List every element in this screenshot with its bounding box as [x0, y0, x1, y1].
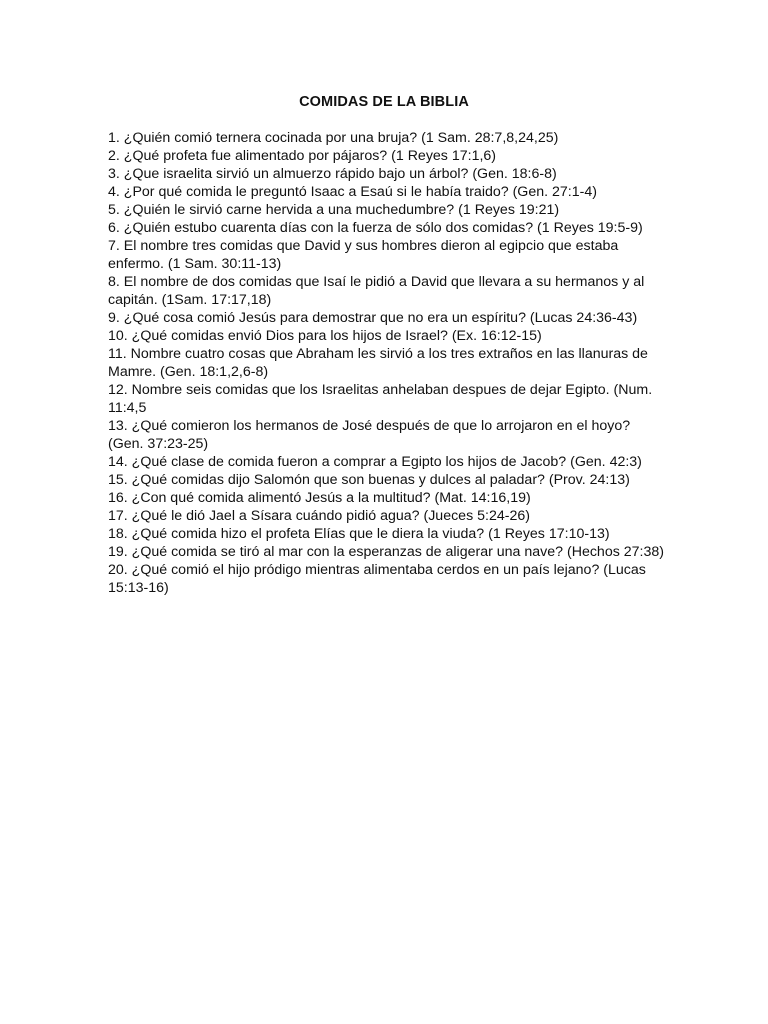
question-item: 7. El nombre tres comidas que David y sus hombres dieron al egipcio que estaba enfermo. (1 Sam. 30:11-13): [108, 238, 619, 272]
question-item: 17. ¿Qué le dió Jael a Sísara cuándo pidió agua? (Jueces 5:24-26): [108, 508, 530, 524]
question-item: 8. El nombre de dos comidas que Isaí le pidió a David que llevara a su hermanos y al capitán. (1Sam. 17:17,18): [108, 274, 645, 308]
question-item: 14. ¿Qué clase de comida fueron a comprar a Egipto los hijos de Jacob? (Gen. 42:3): [108, 454, 642, 470]
question-item: 9. ¿Qué cosa comió Jesús para demostrar que no era un espíritu? (Lucas 24:36-43): [108, 310, 638, 326]
question-item: 2. ¿Qué profeta fue alimentado por pájaros? (1 Reyes 17:1,6): [108, 148, 497, 164]
question-item: 18. ¿Qué comida hizo el profeta Elías que le diera la viuda? (1 Reyes 17:10-13): [108, 526, 610, 542]
question-item: 15. ¿Qué comidas dijo Salomón que son buenas y dulces al paladar? (Prov. 24:13): [108, 472, 630, 488]
question-item: 19. ¿Qué comida se tiró al mar con la esperanzas de aligerar una nave? (Hechos 27:38): [108, 544, 664, 560]
question-item: 16. ¿Con qué comida alimentó Jesús a la multitud? (Mat. 14:16,19): [108, 490, 531, 506]
question-list: [108, 129, 664, 597]
question-item: 4. ¿Por qué comida le preguntó Isaac a Esaú si le había traido? (Gen. 27:1-4): [108, 184, 597, 200]
question-item: 13. ¿Qué comieron los hermanos de José después de que lo arrojaron en el hoyo? (Gen. 37:23-25): [108, 418, 631, 452]
question-item: 20. ¿Qué comió el hijo pródigo mientras alimentaba cerdos en un país lejano? (Lucas 15:13-16): [108, 562, 646, 596]
document-title: COMIDAS DE LA BIBLIA: [299, 94, 469, 110]
question-item: 12. Nombre seis comidas que los Israelitas anhelaban despues de dejar Egipto. (Num. 11:4,5: [108, 382, 653, 416]
question-item: 5. ¿Quién le sirvió carne hervida a una muchedumbre? (1 Reyes 19:21): [108, 202, 560, 218]
question-item: 3. ¿Que israelita sirvió un almuerzo rápido bajo un árbol? (Gen. 18:6-8): [108, 166, 557, 182]
question-item: 6. ¿Quién estubo cuarenta días con la fuerza de sólo dos comidas? (1 Reyes 19:5-9): [108, 220, 643, 236]
question-item: 11. Nombre cuatro cosas que Abraham les sirvió a los tres extraños en las llanuras de Mamre. (Gen. 18:1,2,6-8): [108, 346, 648, 380]
question-item: 10. ¿Qué comidas envió Dios para los hijos de Israel? (Ex. 16:12-15): [108, 328, 542, 344]
question-item: 1. ¿Quién comió ternera cocinada por una bruja? (1 Sam. 28:7,8,24,25): [108, 130, 559, 146]
